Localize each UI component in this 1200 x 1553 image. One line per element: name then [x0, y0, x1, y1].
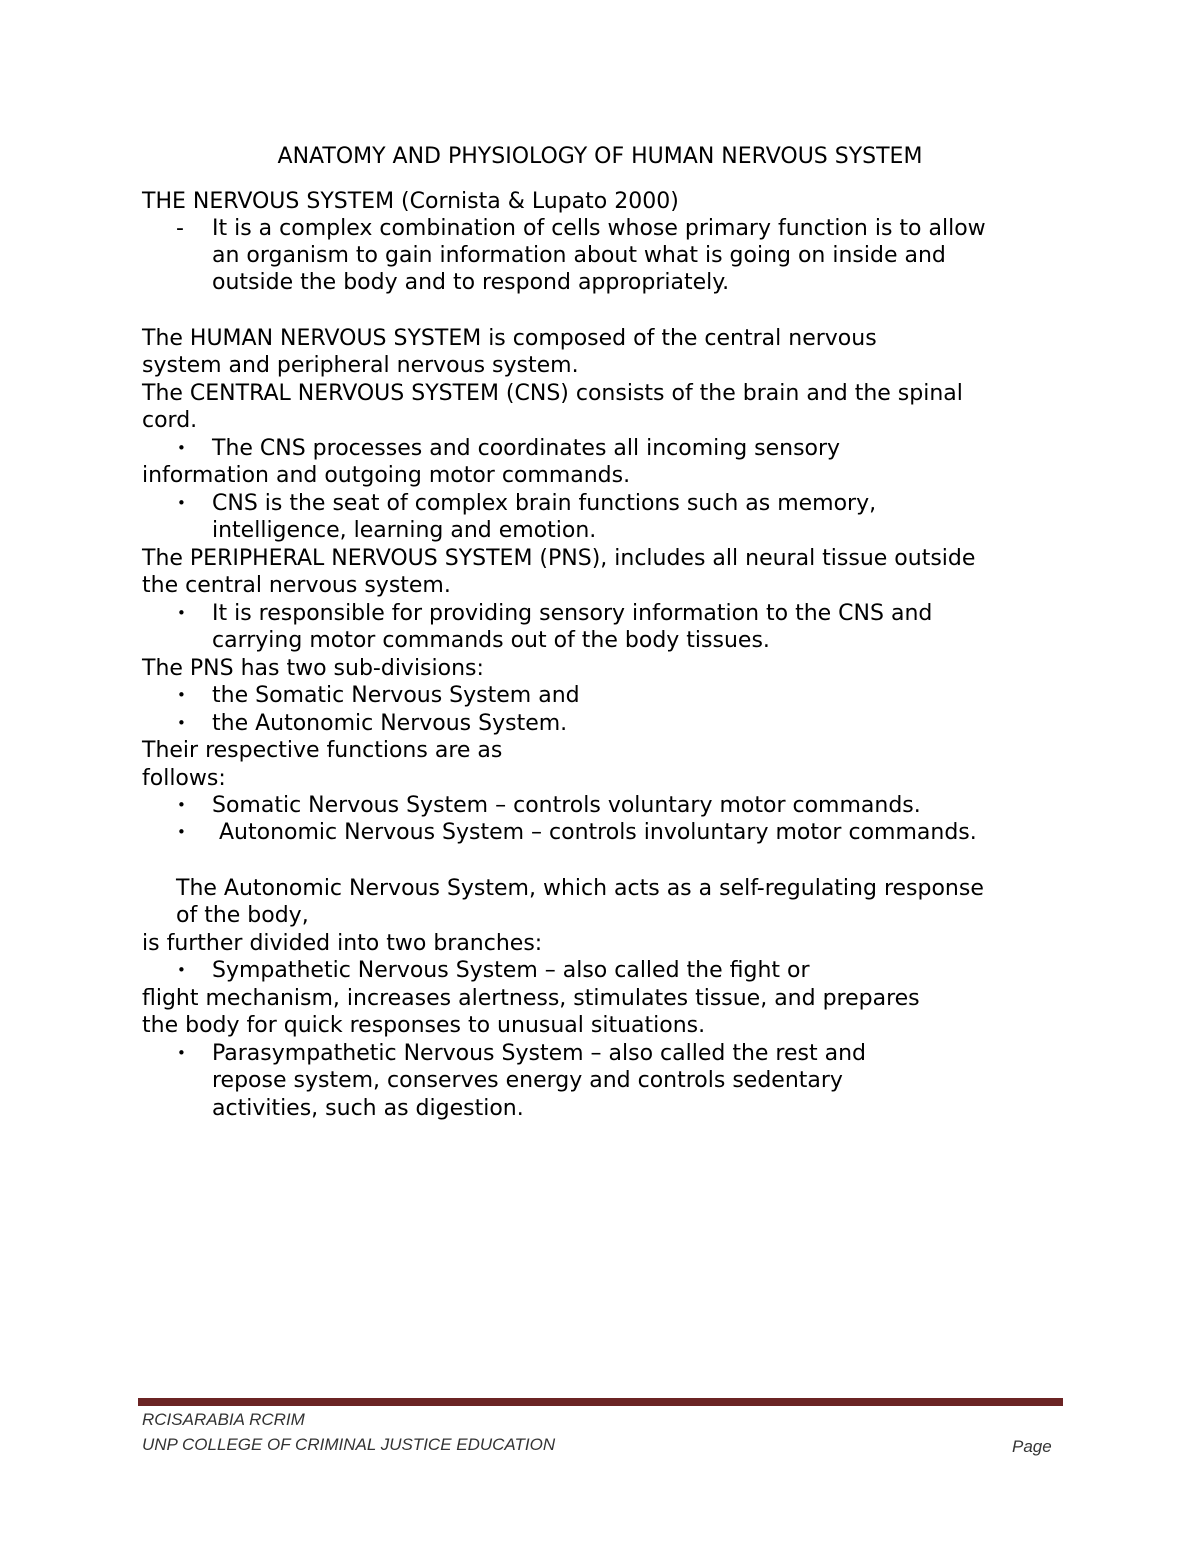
- bullet-icon: •: [177, 494, 186, 512]
- definition-line: outside the body and to respond appropriately.: [212, 270, 730, 295]
- bullet-icon: •: [177, 714, 186, 732]
- paragraph-line: follows:: [142, 766, 226, 791]
- footer-rule: [138, 1398, 1063, 1406]
- bullet-line: the Somatic Nervous System and: [212, 683, 580, 708]
- bullet-line: It is responsible for providing sensory information to the CNS and: [212, 601, 933, 626]
- paragraph-line: is further divided into two branches:: [142, 931, 543, 956]
- paragraph-line: system and peripheral nervous system.: [142, 353, 579, 378]
- bullet-line: Somatic Nervous System – controls voluntary motor commands.: [212, 793, 921, 818]
- bullet-line: intelligence, learning and emotion.: [212, 518, 597, 543]
- document-title: ANATOMY AND PHYSIOLOGY OF HUMAN NERVOUS SYSTEM: [277, 144, 923, 169]
- bullet-line: activities, such as digestion.: [212, 1096, 524, 1121]
- section-heading: THE NERVOUS SYSTEM (Cornista & Lupato 2000): [142, 189, 679, 214]
- bullet-icon: •: [177, 796, 186, 814]
- paragraph-line: The PNS has two sub-divisions:: [142, 656, 484, 681]
- bullet-line: The CNS processes and coordinates all incoming sensory: [212, 436, 841, 461]
- bullet-icon: •: [177, 604, 186, 622]
- bullet-icon: •: [177, 823, 186, 841]
- bullet-icon: •: [177, 439, 186, 457]
- paragraph-line: The HUMAN NERVOUS SYSTEM is composed of the central nervous: [142, 326, 877, 351]
- paragraph-line: The PERIPHERAL NERVOUS SYSTEM (PNS), includes all neural tissue outside: [142, 546, 976, 571]
- bullet-line: the Autonomic Nervous System.: [212, 711, 568, 736]
- paragraph-line: of the body,: [176, 903, 309, 928]
- dash-marker: -: [176, 216, 184, 241]
- paragraph-line: The CENTRAL NERVOUS SYSTEM (CNS) consists of the brain and the spinal: [142, 381, 963, 406]
- footer-author: RCISARABIA RCRIM: [142, 1410, 305, 1429]
- paragraph-line: cord.: [142, 408, 198, 433]
- bullet-line: CNS is the seat of complex brain functions such as memory,: [212, 491, 877, 516]
- footer-college: UNP COLLEGE OF CRIMINAL JUSTICE EDUCATION: [142, 1435, 556, 1454]
- paragraph-line: The Autonomic Nervous System, which acts as a self-regulating response: [176, 876, 984, 901]
- bullet-line: carrying motor commands out of the body tissues.: [212, 628, 770, 653]
- paragraph-line: information and outgoing motor commands.: [142, 463, 631, 488]
- paragraph-line: the body for quick responses to unusual situations.: [142, 1013, 706, 1038]
- bullet-line: Sympathetic Nervous System – also called the fight or: [212, 958, 810, 983]
- bullet-line: Autonomic Nervous System – controls involuntary motor commands.: [212, 820, 977, 845]
- paragraph-line: Their respective functions are as: [142, 738, 503, 763]
- definition-line: an organism to gain information about what is going on inside and: [212, 243, 946, 268]
- paragraph-line: flight mechanism, increases alertness, stimulates tissue, and prepares: [142, 986, 920, 1011]
- bullet-line: Parasympathetic Nervous System – also called the rest and: [212, 1041, 866, 1066]
- bullet-icon: •: [177, 961, 186, 979]
- bullet-line: repose system, conserves energy and controls sedentary: [212, 1068, 843, 1093]
- bullet-icon: •: [177, 686, 186, 704]
- paragraph-line: the central nervous system.: [142, 573, 451, 598]
- definition-line: It is a complex combination of cells whose primary function is to allow: [212, 216, 986, 241]
- bullet-icon: •: [177, 1044, 186, 1062]
- footer-page-label: Page: [1012, 1437, 1052, 1456]
